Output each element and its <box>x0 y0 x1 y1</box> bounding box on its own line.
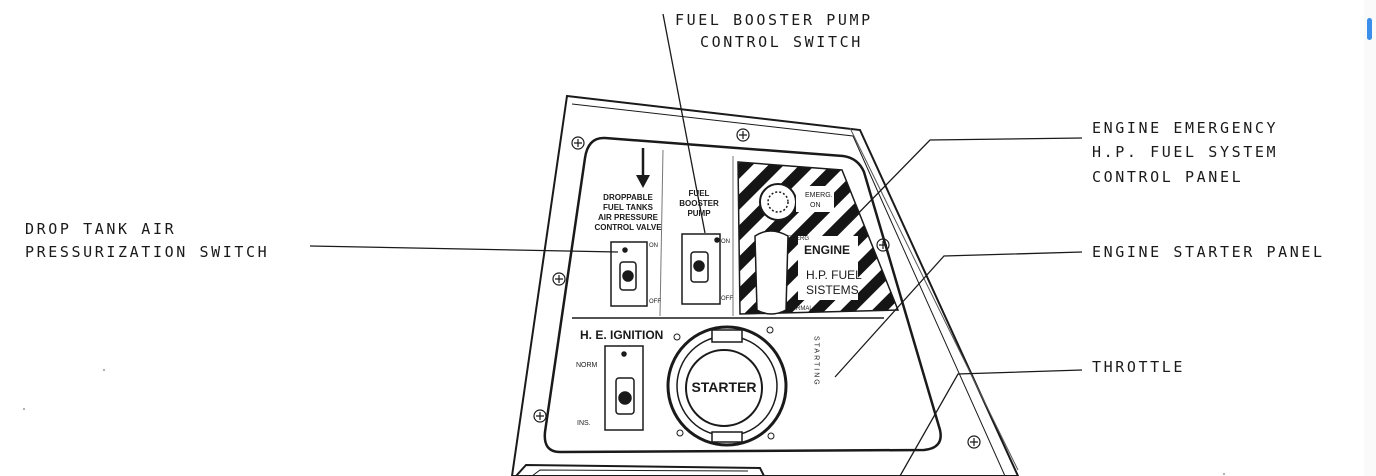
starter-label: STARTER <box>691 379 757 395</box>
booster-label-1: FUEL <box>688 189 710 198</box>
droppable-label-4: CONTROL VALVE <box>594 223 662 232</box>
on-label-drop: ON <box>649 243 658 249</box>
screw <box>553 273 565 285</box>
emerg-on-1: EMERG. <box>805 192 833 199</box>
emergency-lever <box>755 231 788 314</box>
callout-drop-tank-line1: DROP TANK AIR <box>25 220 177 238</box>
starter-tab-bottom <box>712 432 742 442</box>
callout-fuel-booster-line2: CONTROL SWITCH <box>700 33 863 51</box>
droppable-label-3: AIR PRESSURE <box>597 213 659 222</box>
ins-label: INS. <box>577 420 591 427</box>
emerg-small: EMERG <box>787 236 810 242</box>
engine-label: ENGINE <box>804 243 851 257</box>
hp-fuel-label-1: H.P. FUEL <box>806 268 862 282</box>
screw <box>737 129 749 141</box>
hp-fuel-label-2: SISTEMS <box>806 283 859 297</box>
droppable-label-1: DROPPABLE <box>603 193 653 202</box>
starter-tab-top <box>712 330 742 342</box>
norm-label: NORM <box>576 362 598 369</box>
column-divider-1 <box>660 150 663 316</box>
callout-engine-emergency-line2: H.P. FUEL SYSTEM <box>1092 143 1279 161</box>
screw <box>968 436 980 448</box>
callout-engine-emergency-line3: CONTROL PANEL <box>1092 168 1244 186</box>
screw <box>534 410 546 422</box>
emergency-knob-inner <box>768 192 788 212</box>
callout-fuel-booster-line1: FUEL BOOSTER PUMP <box>675 11 873 29</box>
callout-engine-starter: ENGINE STARTER PANEL <box>1092 243 1325 261</box>
booster-label-3: PUMP <box>687 209 711 218</box>
callout-engine-emergency-line1: ENGINE EMERGENCY <box>1092 119 1279 137</box>
callout-throttle: THROTTLE <box>1092 358 1186 376</box>
normal-small: NORMAL <box>787 306 813 312</box>
on-label-booster: ON <box>721 239 730 245</box>
ignition-label: H. E. IGNITION <box>580 328 664 342</box>
droppable-label-2: FUEL TANKS <box>603 203 653 212</box>
booster-label-2: BOOSTER <box>679 199 719 208</box>
starting-label: STARTING <box>812 336 820 387</box>
down-arrow-icon <box>636 148 650 188</box>
emerg-on-2: ON <box>810 202 821 209</box>
off-label-drop: OFF <box>649 299 661 305</box>
callout-drop-tank-line2: PRESSURIZATION SWITCH <box>25 243 270 261</box>
off-label-booster: OFF <box>721 296 733 302</box>
screw <box>572 137 584 149</box>
